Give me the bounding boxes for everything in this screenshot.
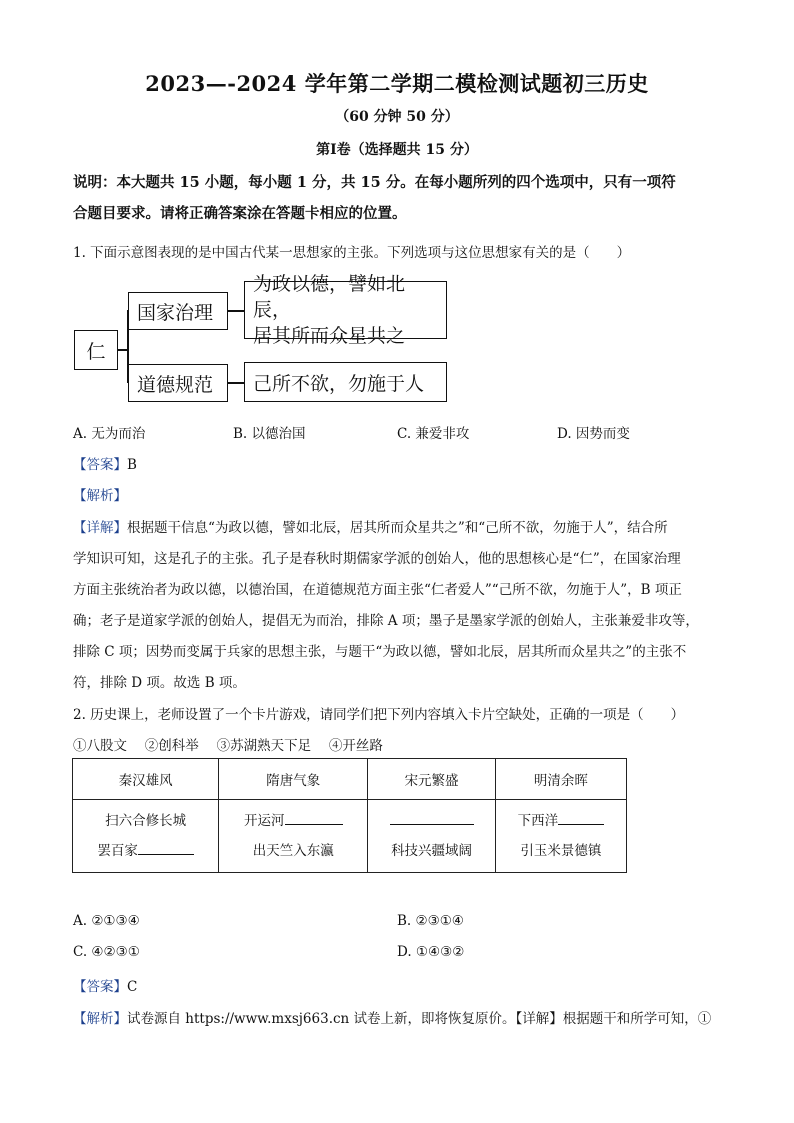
q1-detail-line-3: 方面主张统治者为政以德，以德治国，在道德规范方面主张“仁者爱人”“己所不欲，勿施于人”，B 项正 bbox=[73, 582, 682, 598]
governance-detail-line-2: 居其所而众星共之 bbox=[253, 325, 406, 347]
table-header-cell: 秦汉雄风 bbox=[73, 759, 219, 800]
q2-option-d: D. ①④③② bbox=[397, 944, 465, 960]
answer-label: 【答案】 bbox=[73, 457, 127, 473]
diagram-connector bbox=[228, 382, 244, 384]
q1-option-a: A. 无为而治 bbox=[73, 426, 146, 442]
q1-detail-line-5: 排除 C 项；因势而变属于兵家的思想主张，与题干“为政以德，譬如北辰，居其所而众星共之”的主张不 bbox=[73, 644, 687, 660]
analysis-label: 【解析】 bbox=[73, 488, 127, 504]
q1-option-c: C. 兼爱非攻 bbox=[397, 426, 470, 442]
cell-line: 出天竺入东瀛 bbox=[252, 843, 334, 859]
q2-option-b: B. ②③①④ bbox=[397, 913, 464, 929]
cell-line: 科技兴疆域阔 bbox=[391, 843, 473, 859]
detail-text: 根据题干信息“为政以德，譬如北辰，居其所而众星共之”和“己所不欲，勿施于人”，结合所 bbox=[127, 520, 668, 536]
q1-detail-line-6: 符，排除 D 项。故选 B 项。 bbox=[73, 675, 246, 691]
q1-option-b: B. 以德治国 bbox=[233, 426, 306, 442]
diagram-branch-governance: 国家治理 bbox=[128, 292, 228, 330]
table-header-cell: 宋元繁盛 bbox=[368, 759, 495, 800]
instructions-line-1: 说明：本大题共 15 小题，每小题 1 分，共 15 分。在每小题所列的四个选项中，只有一项符 bbox=[73, 174, 676, 191]
detail-label: 【详解】 bbox=[73, 520, 127, 536]
cell-line: 引玉米景德镇 bbox=[520, 843, 602, 859]
diagram-root-box: 仁 bbox=[74, 330, 118, 370]
answer-label: 【答案】 bbox=[73, 979, 127, 995]
cell-line bbox=[496, 806, 626, 836]
q2-stem: 2. 历史课上，老师设置了一个卡片游戏，请同学们把下列内容填入卡片空缺处，正确的一项是（ ） bbox=[73, 707, 685, 723]
q2-answer bbox=[73, 975, 137, 995]
q1-detail-line-2: 学知识可知，这是孔子的主张。孔子是春秋时期儒家学派的创始人，他的思想核心是“仁”，在国家治理 bbox=[73, 551, 681, 567]
governance-detail-line-1: 为政以德，譬如北辰， bbox=[253, 273, 406, 321]
cell-line bbox=[219, 806, 367, 836]
q2-items: ①八股文 ②创科举 ③苏湖熟天下足 ④开丝路 bbox=[73, 738, 383, 754]
fill-blank bbox=[390, 812, 474, 825]
instructions-line-2: 合题目要求。请将正确答案涂在答题卡相应的位置。 bbox=[73, 205, 407, 222]
table-cell bbox=[495, 800, 626, 873]
q2-analysis bbox=[73, 1007, 711, 1027]
q2-option-a: A. ②①③④ bbox=[73, 913, 140, 929]
cell-line: 扫六合修长城 bbox=[105, 813, 187, 829]
table-header-row bbox=[73, 759, 627, 800]
q1-option-d: D. 因势而变 bbox=[557, 426, 630, 442]
cell-line bbox=[368, 806, 494, 836]
table-header-cell: 隋唐气象 bbox=[219, 759, 368, 800]
fill-blank bbox=[285, 812, 343, 825]
answer-value: B bbox=[127, 457, 137, 473]
table-cell bbox=[73, 800, 219, 873]
q2-option-c: C. ④②③① bbox=[73, 944, 140, 960]
table-cell bbox=[219, 800, 368, 873]
fill-blank bbox=[558, 812, 604, 825]
cell-line bbox=[73, 836, 218, 866]
diagram-connector bbox=[228, 310, 244, 312]
cell-text: 开运河 bbox=[244, 813, 285, 829]
table-header-cell: 明清余晖 bbox=[495, 759, 626, 800]
analysis-text: 试卷源自 https://www.mxsj663.cn 试卷上新，即将恢复原价。【详解】根据题干和所学可知，① bbox=[127, 1011, 712, 1027]
cell-text: 罢百家 bbox=[97, 843, 138, 859]
q1-detail-line-1 bbox=[73, 516, 668, 536]
q2-card-table bbox=[72, 758, 627, 873]
answer-value: C bbox=[127, 979, 138, 995]
q1-stem: 1. 下面示意图表现的是中国古代某一思想家的主张。下列选项与这位思想家有关的是（ ） bbox=[73, 245, 631, 261]
diagram-morality-detail: 己所不欲，勿施于人 bbox=[244, 362, 447, 402]
diagram-branch-morality: 道德规范 bbox=[128, 364, 228, 402]
exam-duration: （60 分钟 50 分） bbox=[335, 109, 459, 125]
analysis-label: 【解析】 bbox=[73, 1011, 127, 1027]
diagram-governance-detail bbox=[244, 273, 447, 347]
q1-answer bbox=[73, 453, 137, 473]
section-heading: 第Ⅰ卷（选择题共 15 分） bbox=[316, 142, 478, 158]
q1-detail-line-4: 确；老子是道家学派的创始人，提倡无为而治，排除 A 项；墨子是墨家学派的创始人，主张兼爱非攻等， bbox=[73, 613, 699, 629]
cell-text: 下西洋 bbox=[517, 813, 559, 829]
fill-blank bbox=[138, 842, 194, 855]
table-cell bbox=[368, 800, 495, 873]
q1-analysis-label bbox=[73, 484, 127, 504]
table-row bbox=[73, 800, 627, 873]
page-title: 2023—-2024 学年第二学期二模检测试题初三历史 bbox=[145, 71, 649, 96]
